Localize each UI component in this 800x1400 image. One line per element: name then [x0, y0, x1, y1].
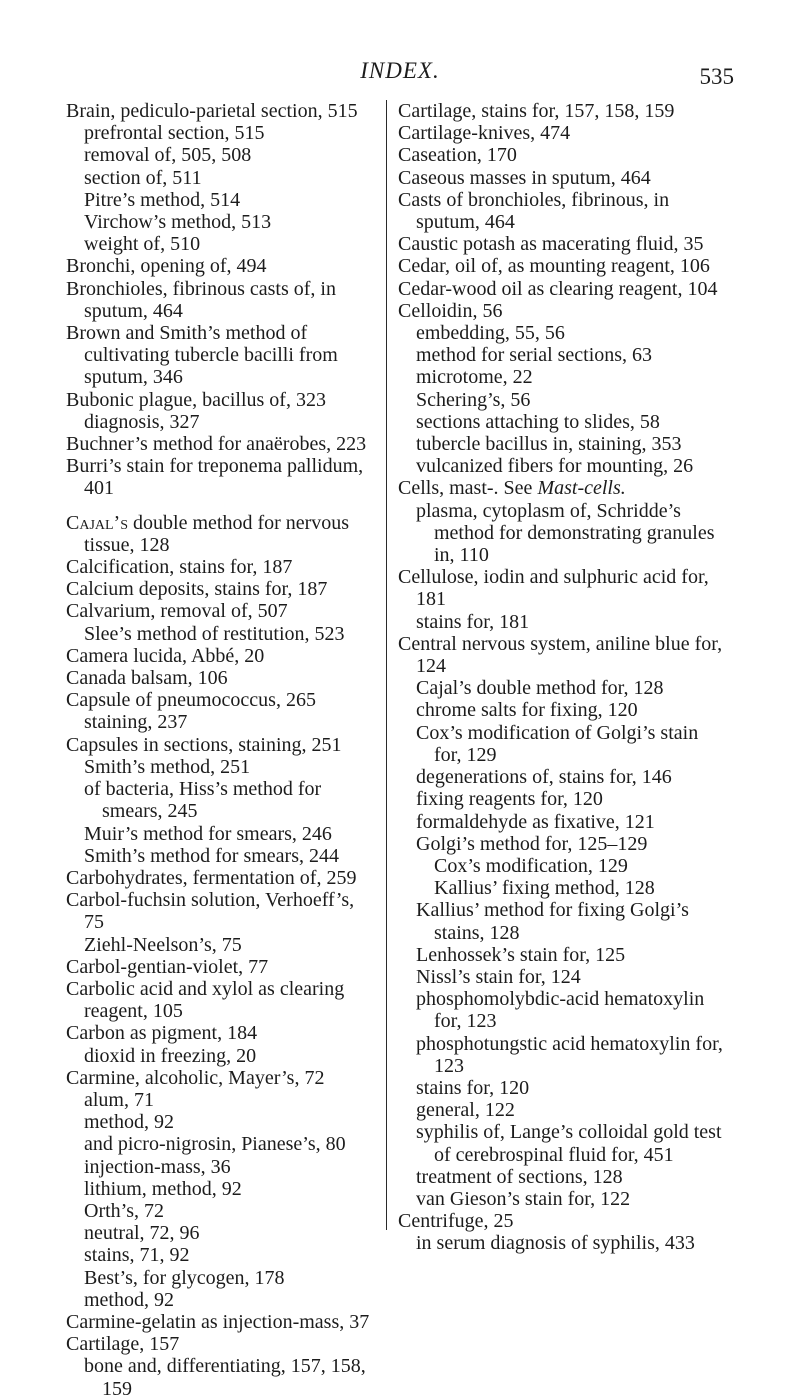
index-entry: degenerations of, stains for, 146 [416, 766, 672, 789]
index-entry: bone and, differentiating, 157, 158, 159 [84, 1355, 366, 1400]
index-entry: Ziehl-Neelson’s, 75 [84, 933, 242, 956]
index-entry: injection-mass, 36 [84, 1155, 231, 1178]
index-entry: general, 122 [416, 1099, 515, 1122]
index-entry: Carmine, alcoholic, Mayer’s, 72 [66, 1066, 325, 1089]
index-entry: Kallius’ fixing method, 128 [434, 877, 655, 900]
index-entry: Orth’s, 72 [84, 1199, 164, 1222]
index-entry: Cajal’s double method for, 128 [416, 677, 664, 700]
index-entry: syphilis of, Lange’s colloidal gold test of cerebrospinal fluid for, 451 [416, 1121, 722, 1166]
index-entry: section of, 511 [84, 166, 202, 189]
index-entry: and picro-nigrosin, Pianese’s, 80 [84, 1133, 346, 1156]
index-entry: embedding, 55, 56 [416, 322, 565, 345]
index-entry: Carbolic acid and xylol as clearing reagent, 105 [66, 977, 345, 1023]
index-entry: alum, 71 [84, 1088, 154, 1111]
page-number: 535 [699, 64, 734, 89]
index-entry: Canada balsam, 106 [66, 667, 228, 690]
index-entry: Brain, pediculo-parietal section, 515 [66, 100, 358, 122]
index-entry: removal of, 505, 508 [84, 144, 252, 167]
index-entry: Muir’s method for smears, 246 [84, 822, 332, 845]
index-column-left [66, 100, 376, 1400]
index-entry: Cartilage, stains for, 157, 158, 159 [398, 100, 675, 122]
index-column-right [398, 100, 724, 1255]
index-entry: Nissl’s stain for, 124 [416, 965, 581, 988]
page-header [0, 58, 800, 98]
index-entry: stains for, 120 [416, 1076, 530, 1099]
index-entry: Carmine-gelatin as injection-mass, 37 [66, 1310, 370, 1333]
index-entry: Slee’s method of restitution, 523 [84, 622, 345, 645]
index-entry: treatment of sections, 128 [416, 1165, 623, 1188]
index-entry: vulcanized fibers for mounting, 26 [416, 455, 694, 478]
index-entry: Schering’s, 56 [416, 388, 531, 411]
index-entry: sections attaching to slides, 58 [416, 410, 660, 433]
index-entry: Capsule of pneumococcus, 265 [66, 689, 316, 712]
index-entry: Calcium deposits, stains for, 187 [66, 578, 328, 601]
index-entry: Smith’s method, 251 [84, 755, 251, 778]
index-entry: Camera lucida, Abbé, 20 [66, 644, 265, 667]
index-entry: Casts of bronchioles, fibrinous, in sputum, 464 [398, 188, 670, 234]
index-entry: Cells, mast-. See Mast-cells. [398, 477, 626, 500]
index-entry: Cartilage, 157 [66, 1333, 180, 1356]
index-entry: Bubonic plague, bacillus of, 323 [66, 388, 326, 411]
index-entry: Calvarium, removal of, 507 [66, 600, 288, 623]
index-entry: Carbon as pigment, 184 [66, 1022, 258, 1045]
index-entry: Cartilage-knives, 474 [398, 122, 571, 145]
index-entry: staining, 237 [84, 711, 188, 734]
index-entry: Carbohydrates, fermentation of, 259 [66, 866, 357, 889]
index-entry: Bronchioles, fibrinous casts of, in sputum, 464 [66, 277, 336, 322]
index-entry: lithium, method, 92 [84, 1177, 242, 1200]
index-entry: Centrifuge, 25 [398, 1210, 514, 1233]
index-entry: Golgi’s method for, 125–129 [416, 832, 648, 855]
index-entry: Carbol-fuchsin solution, Verhoeff’s, 75 [66, 889, 355, 934]
index-entry: Carbol-gentian-violet, 77 [66, 955, 269, 978]
index-entry: Capsules in sections, staining, 251 [66, 733, 342, 756]
index-entry: tubercle bacillus in, staining, 353 [416, 433, 682, 456]
index-entry: prefrontal section, 515 [84, 122, 265, 145]
index-entry: chrome salts for fixing, 120 [416, 699, 638, 722]
index-entry: Bronchi, opening of, 494 [66, 255, 267, 278]
index-entry: method for serial sections, 63 [416, 344, 653, 367]
index-entry: formaldehyde as fixative, 121 [416, 810, 655, 833]
index-entry: Calcification, stains for, 187 [66, 556, 293, 579]
index-entry: Cox’s modification, 129 [434, 854, 628, 877]
index-entry: Burri’s stain for treponema pallidum, 401 [66, 455, 364, 500]
index-entry: stains, 71, 92 [84, 1244, 190, 1267]
index-entry: Smith’s method for smears, 244 [84, 844, 339, 867]
index-entry: Kallius’ method for fixing Golgi’s stains, 128 [416, 899, 689, 944]
index-entry: dioxid in freezing, 20 [84, 1044, 257, 1067]
index-entry: plasma, cytoplasm of, Schridde’s method for demonstrating granules in, 110 [416, 499, 715, 567]
index-entry: neutral, 72, 96 [84, 1222, 200, 1245]
index-entry: Caseous masses in sputum, 464 [398, 166, 651, 189]
index-entry: Buchner’s method for anaërobes, 223 [66, 433, 367, 456]
index-entry: diagnosis, 327 [84, 410, 200, 433]
index-entry: van Gieson’s stain for, 122 [416, 1187, 631, 1210]
index-entry: Caseation, 170 [398, 144, 517, 167]
index-entry: Cox’s modification of Golgi’s stain for, 129 [416, 721, 699, 766]
index-entry: Cellulose, iodin and sulphuric acid for, 181 [398, 566, 709, 611]
index-entry: in serum diagnosis of syphilis, 433 [416, 1232, 695, 1255]
index-entry: Pitre’s method, 514 [84, 188, 241, 211]
index-entry: Cajal’s double method for nervous tissue, 128 [66, 511, 350, 556]
index-entry: phosphomolybdic-acid hematoxylin for, 123 [416, 988, 705, 1033]
index-entry: method, 92 [84, 1111, 174, 1134]
index-entry: of bacteria, Hiss’s method for smears, 245 [84, 778, 322, 823]
index-entry: Cedar-wood oil as clearing reagent, 104 [398, 277, 718, 300]
index-entry: Best’s, for glycogen, 178 [84, 1266, 285, 1289]
index-entry: Brown and Smith’s method of cultivating tubercle bacilli from sputum, 346 [66, 322, 338, 389]
index-entry: weight of, 510 [84, 233, 201, 256]
index-entry: fixing reagents for, 120 [416, 788, 603, 811]
column-divider [386, 100, 387, 1230]
index-entry: phosphotungstic acid hematoxylin for, 123 [416, 1032, 723, 1077]
index-entry: method, 92 [84, 1288, 174, 1311]
index-entry: Cedar, oil of, as mounting reagent, 106 [398, 255, 710, 278]
index-entry: stains for, 181 [416, 610, 530, 633]
index-entry: Lenhossek’s stain for, 125 [416, 943, 626, 966]
index-entry: Virchow’s method, 513 [84, 211, 272, 234]
running-head: INDEX. [360, 58, 440, 83]
index-entry: Celloidin, 56 [398, 299, 503, 322]
index-entry: Caustic potash as macerating fluid, 35 [398, 233, 704, 256]
index-entry: Central nervous system, aniline blue for, 124 [398, 632, 723, 678]
index-entry: microtome, 22 [416, 366, 533, 389]
